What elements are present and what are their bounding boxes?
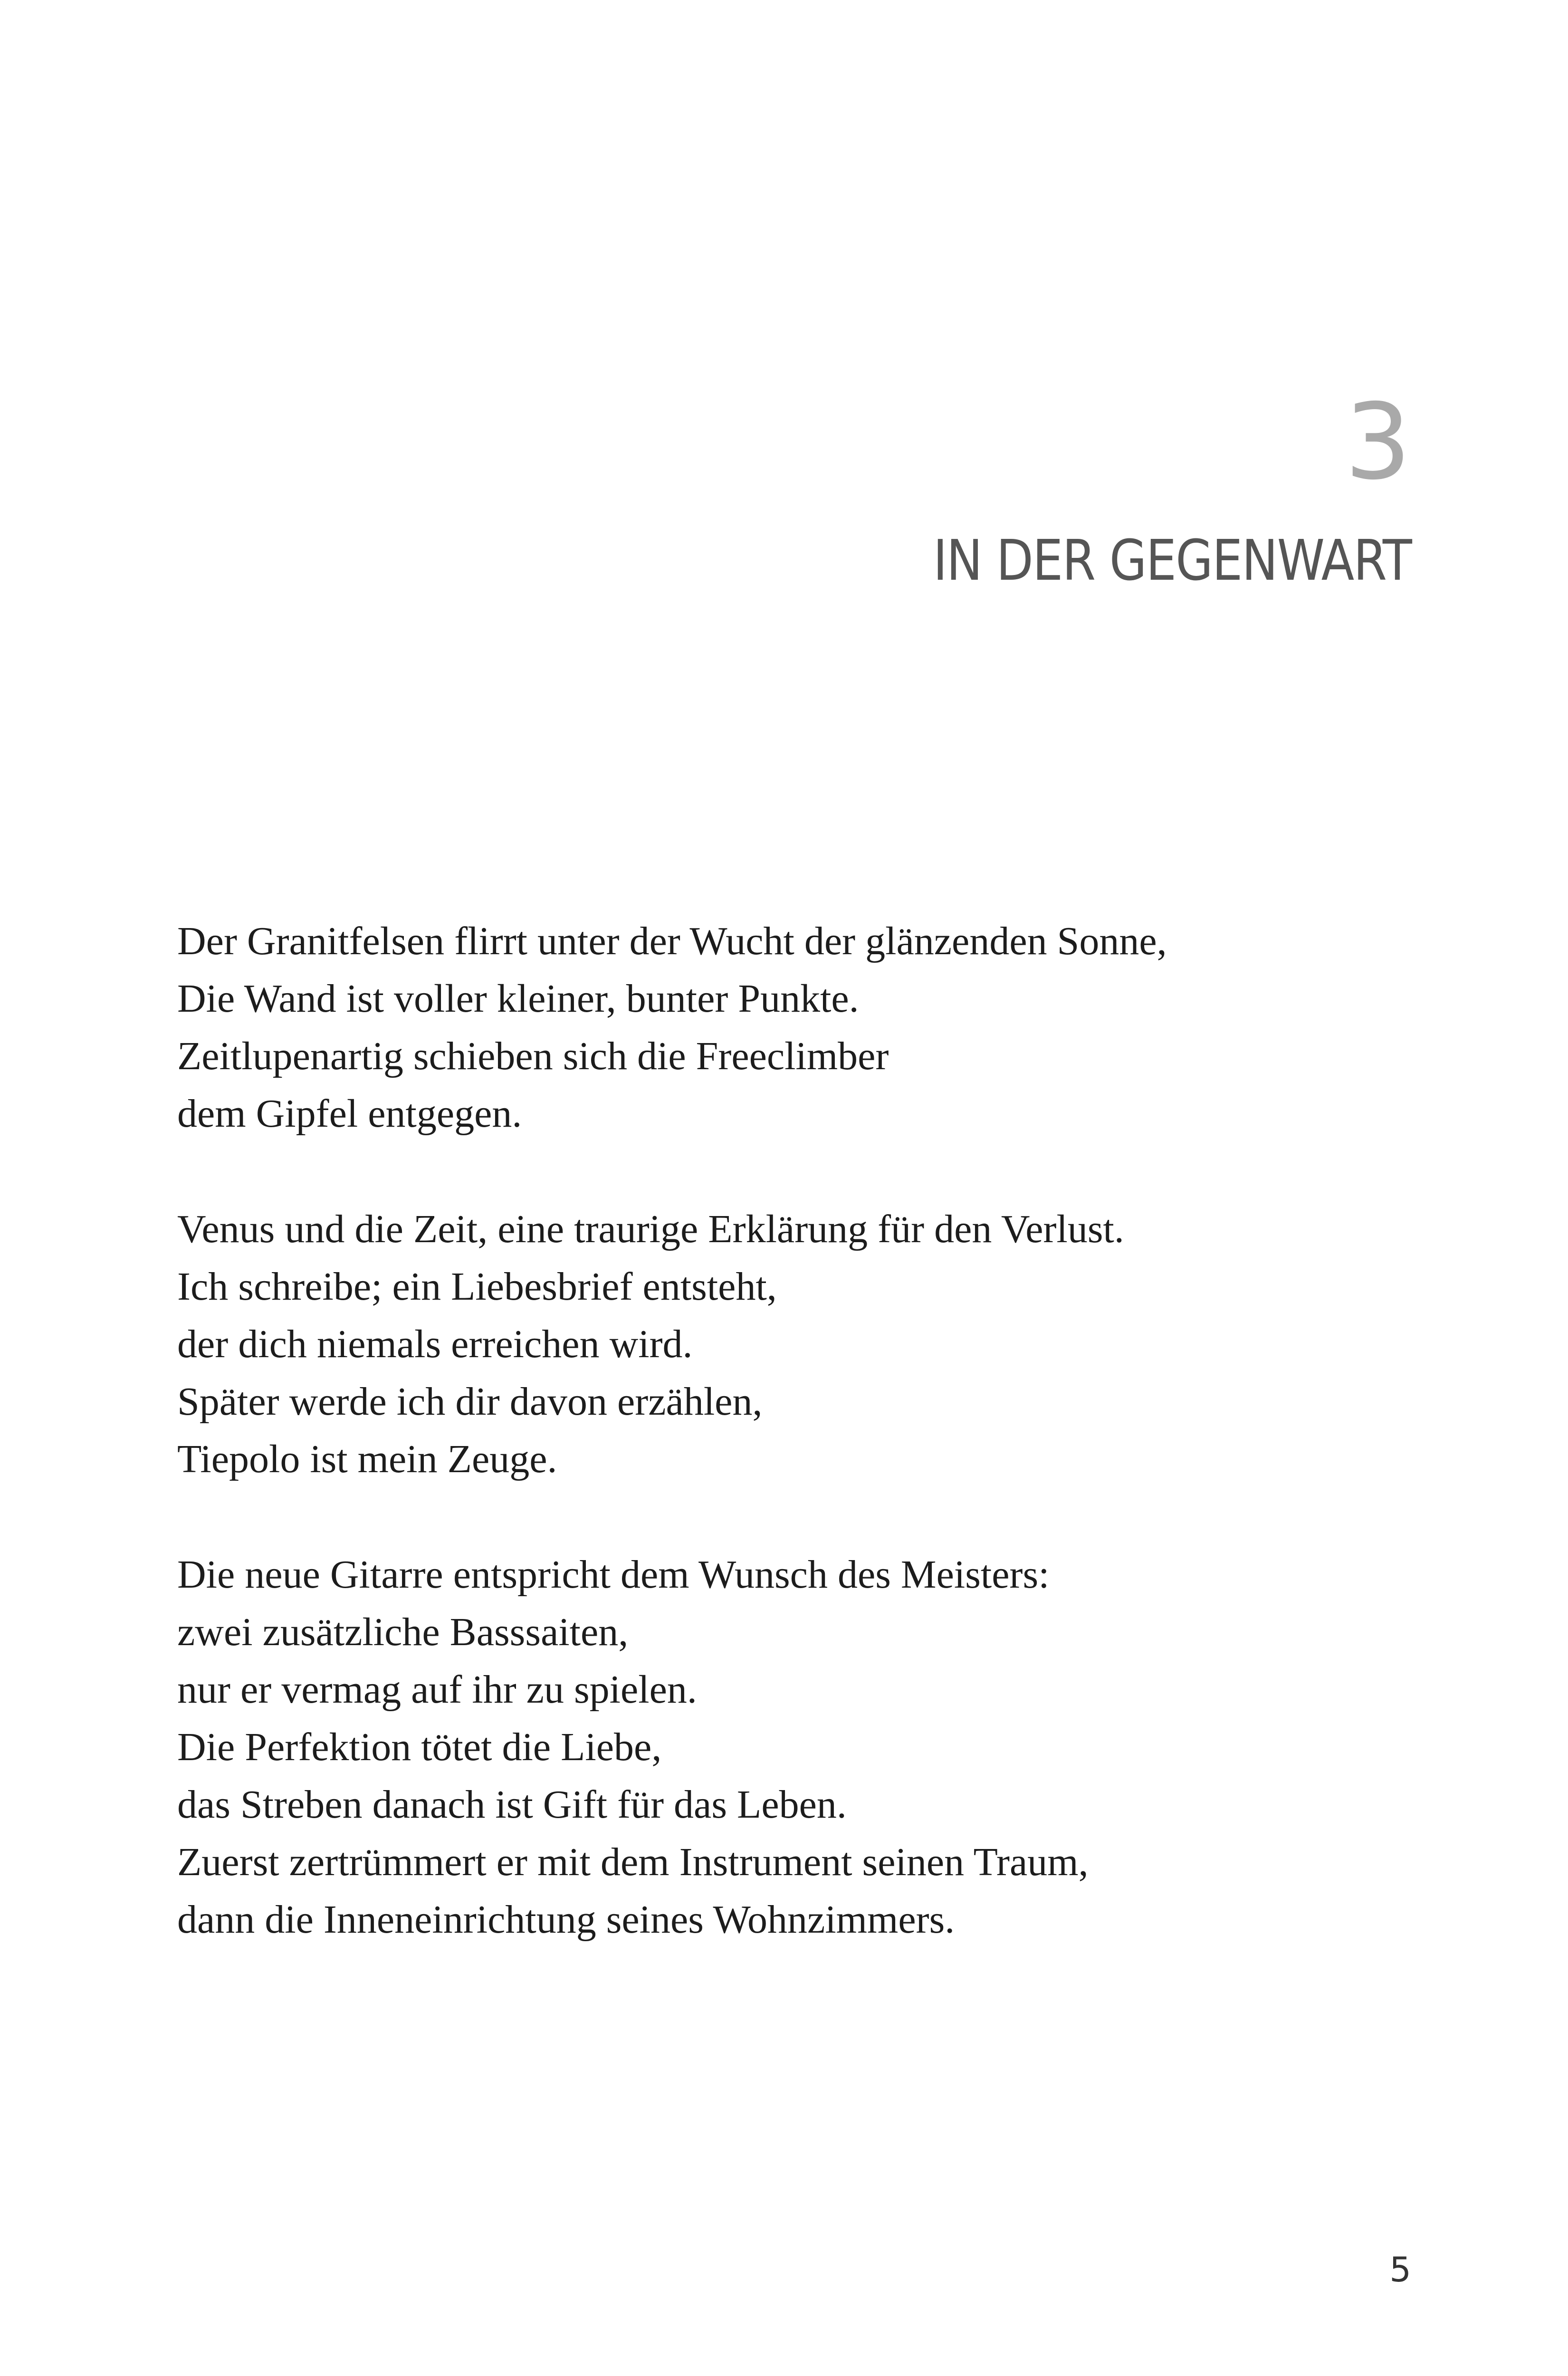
poem-line: nur er vermag auf ihr zu spielen. bbox=[177, 1667, 697, 1712]
page-number: 5 bbox=[1389, 2250, 1411, 2290]
poem-line: Venus und die Zeit, eine traurige Erklärung für den Verlust. bbox=[177, 1207, 1124, 1251]
poem-line: Zeitlupenartig schieben sich die Freeclimber bbox=[177, 1034, 889, 1078]
poem-line: Ich schreibe; ein Liebesbrief entsteht, bbox=[177, 1265, 777, 1309]
chapter-number: 3 bbox=[1345, 381, 1411, 503]
poem-line: Tiepolo ist mein Zeuge. bbox=[177, 1437, 557, 1481]
poem-line: dem Gipfel entgegen. bbox=[177, 1092, 522, 1136]
poem-line: Die Perfektion tötet die Liebe, bbox=[177, 1725, 662, 1769]
stanza-2 bbox=[177, 1200, 1394, 1488]
poem-line: Die Wand ist voller kleiner, bunter Punkte. bbox=[177, 977, 859, 1021]
poem-line: dann die Inneneinrichtung seines Wohnzimmers. bbox=[177, 1897, 955, 1942]
poem bbox=[177, 912, 1394, 2006]
poem-line: Der Granitfelsen flirrt unter der Wucht der glänzenden Sonne, bbox=[177, 919, 1167, 963]
poem-line: Die neue Gitarre entspricht dem Wunsch des Meisters: bbox=[177, 1552, 1050, 1597]
poem-line: zwei zusätzliche Basssaiten, bbox=[177, 1610, 629, 1654]
stanza-3 bbox=[177, 1546, 1394, 1948]
poem-line: der dich niemals erreichen wird. bbox=[177, 1322, 693, 1366]
chapter-title: IN DER GEGENWART bbox=[933, 527, 1411, 593]
poem-line: das Streben danach ist Gift für das Leben. bbox=[177, 1782, 847, 1827]
stanza-1 bbox=[177, 912, 1394, 1142]
poem-line: Später werde ich dir davon erzählen, bbox=[177, 1380, 763, 1424]
poem-line: Zuerst zertrümmert er mit dem Instrument seinen Traum, bbox=[177, 1840, 1089, 1884]
